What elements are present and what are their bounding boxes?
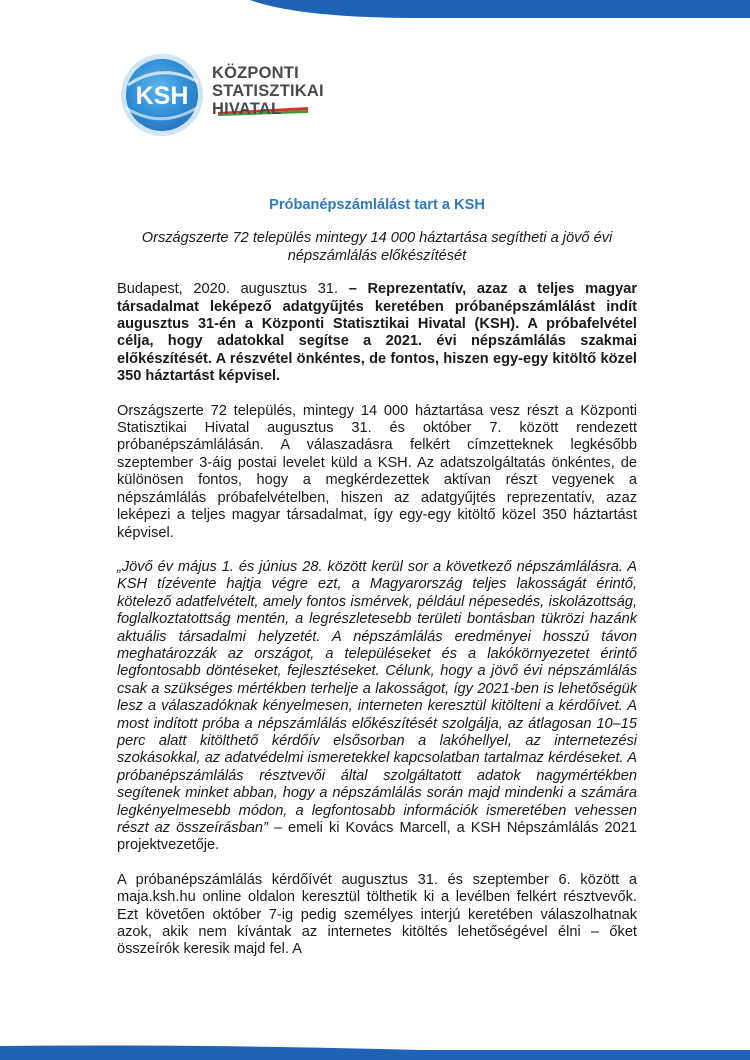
document-title: Próbanépszámlálást tart a KSH	[269, 197, 485, 213]
logo-mark-text: KSH	[135, 82, 189, 110]
paragraph-4: A próbanépszámlálás kérdőívét augusztus 31. és szeptember 6. között a maja.ksh.hu online oldalon keresztül tölthetik ki a levélben felkért résztvevők. Ezt követően október 7-ig pedig személyes interjú keretében válaszolhatnak azok, akik nem kívántak az internetes kitöltés lehetőségével élni – őket összeírók keresik majd fel. A	[117, 871, 637, 958]
logo-wordmark	[212, 64, 324, 118]
bottom-decorative-band	[0, 1038, 750, 1060]
document-subtitle: Országszerte 72 település mintegy 14 000 háztartása segítheti a jövő évi népszámlálás előkészítését	[141, 230, 613, 264]
lead-dateline: Budapest, 2020. augusztus 31.	[117, 281, 349, 298]
logo-line-1: KÖZPONTI	[212, 64, 299, 82]
quote-paragraph	[117, 559, 637, 855]
logo-line-2: STATISZTIKAI	[212, 82, 324, 100]
paragraph-2: Országszerte 72 település, mintegy 14 000 háztartása vesz részt a Központi Statisztikai Hivatal augusztus 31. és október 7. között rendezett próbanépszámlálásán. A válaszadásra felkért címzetteknek legkésőbb szeptember 3-áig postai levelet küld a KSH. Az adatszolgáltatás önkéntes, de különösen fontos, hogy a megkérdezettek aktívan részt vegyenek a népszámlálás próbafelvételben, hiszen az adatgyűjtés reprezentatív, azaz leképezi a teljes magyar társadalmat, így egy-egy kitöltő közel 350 háztartást képvisel.	[117, 402, 637, 541]
lead-paragraph	[117, 281, 637, 385]
lead-bold-text: – Reprezentatív, azaz a teljes magyar társadalmat leképező adatgyűjtés keretében próbanépszámlálást indít augusztus 31-én a Központi Statisztikai Hivatal (KSH). A próbafelvétel célja, hogy adatokkal segítse a 2021. évi népszámlálás szakmai előkészítését. A részvétel önkéntes, de fontos, hiszen egy-egy kitöltő közel 350 háztartást képvisel.	[117, 281, 637, 385]
press-release-body	[117, 191, 637, 976]
top-decorative-arc	[0, 0, 750, 30]
quote-text: „Jövő év május 1. és június 28. között kerül sor a következő népszámlálásra. A KSH tízévente hajtja végre ezt, a Magyarország teljes lakosságát érintő, kötelező adatfelvételt, amely fontos ismérvek, például népesedés, iskolázottság, foglalkoztatottság mentén, a legrészletesebb területi bontásban tükrözi hazánk aktuális társadalmi helyzetét. A népszámlálás eredményei hosszú távon meghatározzák az országot, a településeket és a lakókörnyezetet érintő legfontosabb döntéseket, fejlesztéseket. Célunk, hogy a jövő évi népszámlálás csak a szükséges mértékben terhelje a lakosságot, így 2021-ben is lehetőségük lesz a válaszadóknak kényelmesen, interneten keresztül kitölteni a kérdőívet. A most indított próba a népszámlálás előkészítését szolgálja, az átlagosan 10–15 perc alatt kitölthető kérdőív elsősorban a lakóhellyel, az internetezési szokásokkal, az adatvédelmi ismeretekkel kapcsolatban tartalmaz kérdéseket. A próbanépszámlálás résztvevői által szolgáltatott adatok nagymértékben segítenek minket abban, hogy a népszámlálás során majd mindenki a számára legkényelmesebb módon, a legfontosabb információk ismeretében vehessen részt az összeírásban”	[117, 558, 637, 836]
logo-line-3: HIVATAL	[212, 100, 282, 118]
quote-attribution: – emeli ki Kovács Marcell, a KSH Népszámlálás 2021 projektvezetője.	[117, 820, 637, 854]
